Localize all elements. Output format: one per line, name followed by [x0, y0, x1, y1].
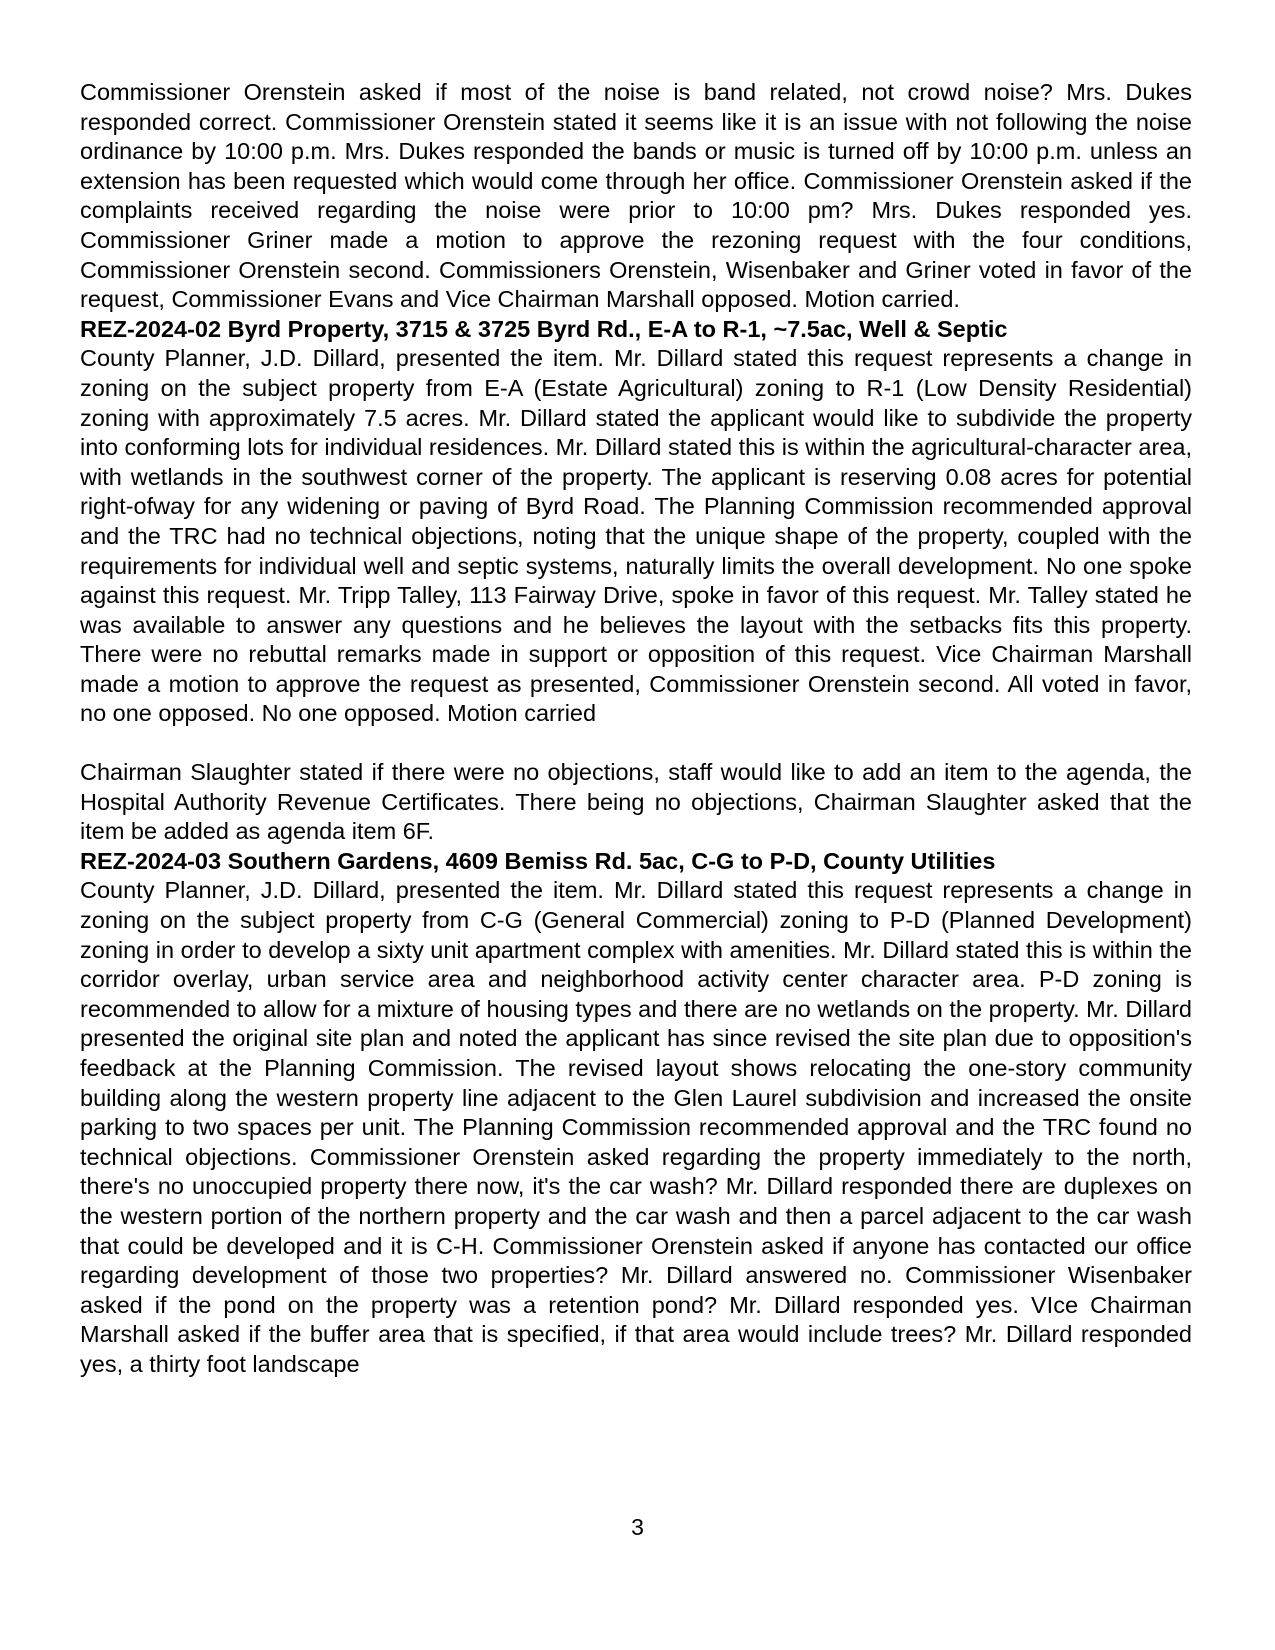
- agenda-heading-rez-2024-02: REZ-2024-02 Byrd Property, 3715 & 3725 Byrd Rd., E-A to R-1, ~7.5ac, Well & Septic: [80, 315, 1008, 342]
- minutes-paragraph-byrd-property: County Planner, J.D. Dillard, presented the item. Mr. Dillard stated this request represents a change in zoning on the subject property from E-A (Estate Agricultural) zoning to R-1 (Low Density Residential) zoning with approximately 7.5 acres. Mr. Dillard stated the applicant would like to subdivide the property into conforming lots for individual residences. Mr. Dillard stated this is within the agricultural-character area, with wetlands in the southwest corner of the property. The applicant is reserving 0.08 acres for potential right-ofway for any widening or paving of Byrd Road. The Planning Commission recommended approval and the TRC had no technical objections, noting that the unique shape of the property, coupled with the requirements for individual well and septic systems, naturally limits the overall development. No one spoke against this request. Mr. Tripp Talley, 113 Fairway Drive, spoke in favor of this request. Mr. Talley stated he was available to answer any questions and he believes the layout with the setbacks fits this property. There were no rebuttal remarks made in support or opposition of this request. Vice Chairman Marshall made a motion to approve the request as presented, Commissioner Orenstein second. All voted in favor, no one opposed. No one opposed. Motion carried: [80, 345, 1192, 727]
- minutes-paragraph-agenda-addition: Chairman Slaughter stated if there were no objections, staff would like to add an item to the agenda, the Hospital Authority Revenue Certificates. There being no objections, Chairman Slaughter asked that the item be added as agenda item 6F.: [80, 759, 1192, 845]
- minutes-paragraph-noise-discussion: Commissioner Orenstein asked if most of the noise is band related, not crowd noise? Mrs. Dukes responded correct. Commissioner Orenstein stated it seems like it is an issue with not following the noise ordinance by 10:00 p.m. Mrs. Dukes responded the bands or music is turned off by 10:00 p.m. unless an extension has been requested which would come through her office. Commissioner Orenstein asked if the complaints received regarding the noise were prior to 10:00 pm? Mrs. Dukes responded yes. Commissioner Griner made a motion to approve the rezoning request with the four conditions, Commissioner Orenstein second. Commissioners Orenstein, Wisenbaker and Griner voted in favor of the request, Commissioner Evans and Vice Chairman Marshall opposed. Motion carried.: [80, 79, 1192, 313]
- document-page: [80, 78, 1192, 1380]
- agenda-heading-rez-2024-03: REZ-2024-03 Southern Gardens, 4609 Bemiss Rd. 5ac, C-G to P-D, County Utilities: [80, 847, 996, 874]
- page-number: 3: [631, 1514, 644, 1540]
- minutes-paragraph-southern-gardens: County Planner, J.D. Dillard, presented the item. Mr. Dillard stated this request represents a change in zoning on the subject property from C-G (General Commercial) zoning to P-D (Planned Development) zoning in order to develop a sixty unit apartment complex with amenities. Mr. Dillard stated this is within the corridor overlay, urban service area and neighborhood activity center character area. P-D zoning is recommended to allow for a mixture of housing types and there are no wetlands on the property. Mr. Dillard presented the original site plan and noted the applicant has since revised the site plan due to opposition's feedback at the Planning Commission. The revised layout shows relocating the one-story community building along the western property line adjacent to the Glen Laurel subdivision and increased the onsite parking to two spaces per unit. The Planning Commission recommended approval and the TRC found no technical objections. Commissioner Orenstein asked regarding the property immediately to the north, there's no unoccupied property there now, it's the car wash? Mr. Dillard responded there are duplexes on the western portion of the northern property and the car wash and then a parcel adjacent to the car wash that could be developed and it is C-H. Commissioner Orenstein asked if anyone has contacted our office regarding development of those two properties? Mr. Dillard answered no. Commissioner Wisenbaker asked if the pond on the property was a retention pond? Mr. Dillard responded yes. VIce Chairman Marshall asked if the buffer area that is specified, if that area would include trees? Mr. Dillard responded yes, a thirty foot landscape: [80, 877, 1192, 1377]
